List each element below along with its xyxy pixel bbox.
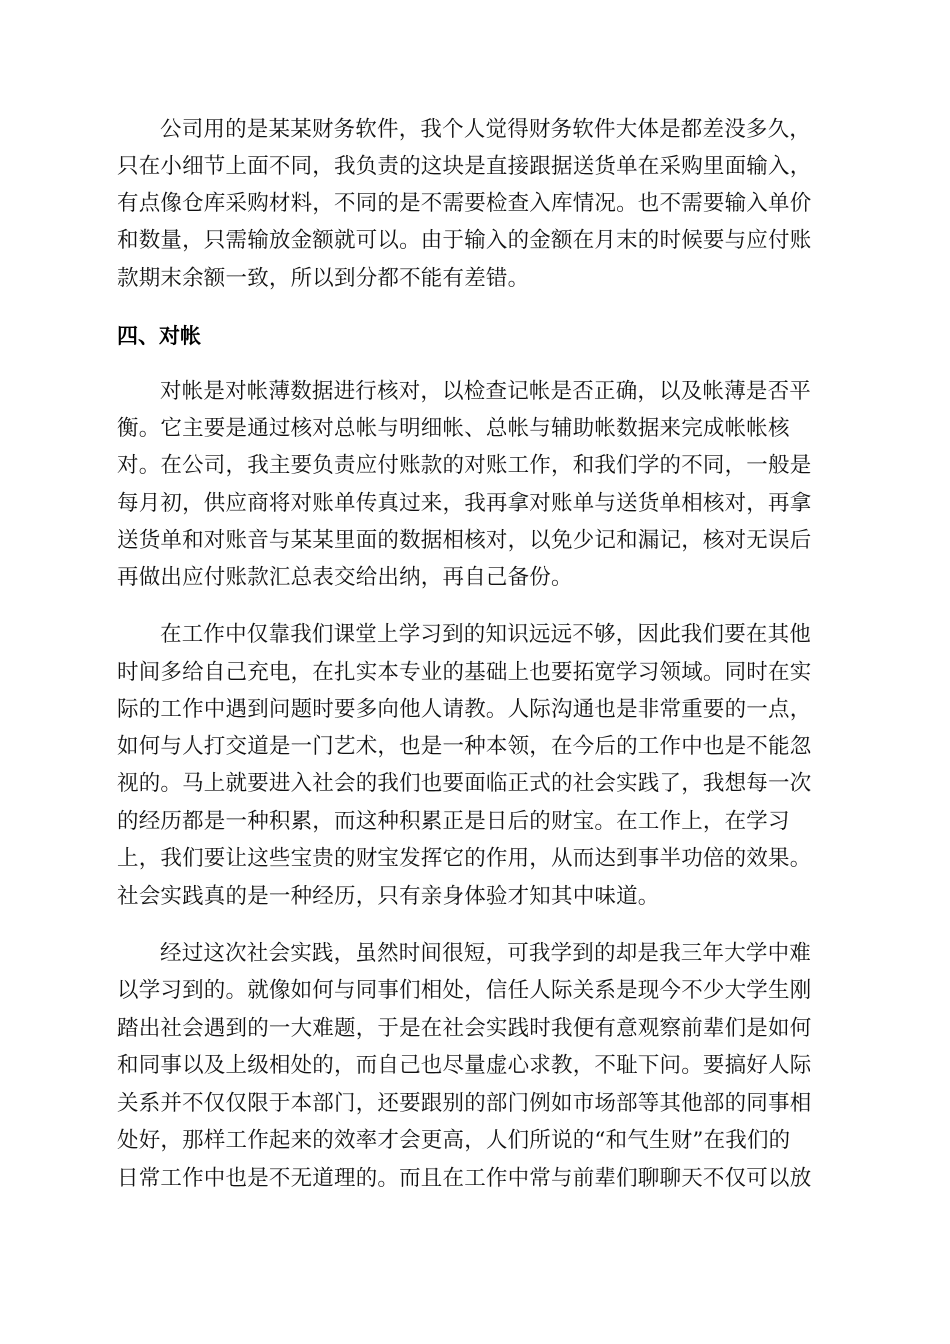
paragraph-line: 上，我们要让这些宝贵的财宝发挥它的作用，从而达到事半功倍的效果。 bbox=[117, 846, 812, 871]
paragraph-line: 在工作中仅靠我们课堂上学习到的知识远远不够，因此我们要在其他 bbox=[160, 622, 812, 647]
paragraph-line: 际的工作中遇到问题时要多向他人请教。人际沟通也是非常重要的一点， bbox=[117, 697, 812, 722]
paragraph-line: 的经历都是一种积累，而这种积累正是日后的财宝。在工作上，在学习 bbox=[117, 809, 790, 834]
paragraph-line: 踏出社会遇到的一大难题，于是在社会实践时我便有意观察前辈们是如何 bbox=[117, 1016, 812, 1041]
paragraph-line: 处好，那样工作起来的效率才会更高，人们所说的“和气生财”在我们的 bbox=[117, 1128, 791, 1153]
paragraph-line: 衡。它主要是通过核对总帐与明细帐、总帐与辅助帐数据来完成帐帐核 bbox=[117, 416, 790, 441]
paragraph-line: 时间多给自己充电，在扎实本专业的基础上也要拓宽学习领域。同时在实 bbox=[117, 660, 812, 685]
paragraph-line: 关系并不仅仅限于本部门，还要跟别的部门例如市场部等其他部的同事相 bbox=[117, 1091, 812, 1116]
paragraph-line: 公司用的是某某财务软件，我个人觉得财务软件大体是都差没多久， bbox=[160, 117, 812, 142]
paragraph-line: 送货单和对账音与某某里面的数据相核对，以免少记和漏记，核对无误后 bbox=[117, 528, 812, 553]
section-heading: 四、对帐 bbox=[117, 324, 201, 348]
paragraph-line: 和同事以及上级相处的，而自己也尽量虚心求教，不耻下问。要搞好人际 bbox=[117, 1053, 812, 1078]
paragraph-line: 日常工作中也是不无道理的。而且在工作中常与前辈们聊聊天不仅可以放 bbox=[117, 1166, 812, 1191]
paragraph-line: 对帐是对帐薄数据进行核对，以检查记帐是否正确，以及帐薄是否平 bbox=[160, 379, 812, 404]
paragraph-line: 对。在公司，我主要负责应付账款的对账工作，和我们学的不同，一般是 bbox=[117, 453, 812, 478]
paragraph-line: 只在小细节上面不同，我负责的这块是直接跟据送货单在采购里面输入， bbox=[117, 154, 812, 179]
paragraph-line: 经过这次社会实践，虽然时间很短，可我学到的却是我三年大学中难 bbox=[160, 941, 812, 966]
paragraph-line: 视的。马上就要进入社会的我们也要面临正式的社会实践了，我想每一次 bbox=[117, 771, 812, 796]
paragraph-line: 如何与人打交道是一门艺术，也是一种本领，在今后的工作中也是不能忽 bbox=[117, 734, 812, 759]
paragraph-line: 以学习到的。就像如何与同事们相处，信任人际关系是现今不少大学生刚 bbox=[117, 978, 812, 1003]
paragraph-line: 款期末余额一致，所以到分都不能有差错。 bbox=[117, 266, 530, 291]
paragraph-line: 每月初，供应商将对账单传真过来，我再拿对账单与送货单相核对，再拿 bbox=[117, 491, 812, 516]
paragraph-line: 再做出应付账款汇总表交给出纳，再自己备份。 bbox=[117, 565, 573, 590]
paragraph-line: 社会实践真的是一种经历，只有亲身体验才知其中味道。 bbox=[117, 884, 660, 909]
paragraph-line: 有点像仓库采购材料，不同的是不需要检查入库情况。也不需要输入单价 bbox=[117, 191, 812, 216]
paragraph-line: 和数量，只需输放金额就可以。由于输入的金额在月末的时候要与应付账 bbox=[117, 228, 812, 253]
